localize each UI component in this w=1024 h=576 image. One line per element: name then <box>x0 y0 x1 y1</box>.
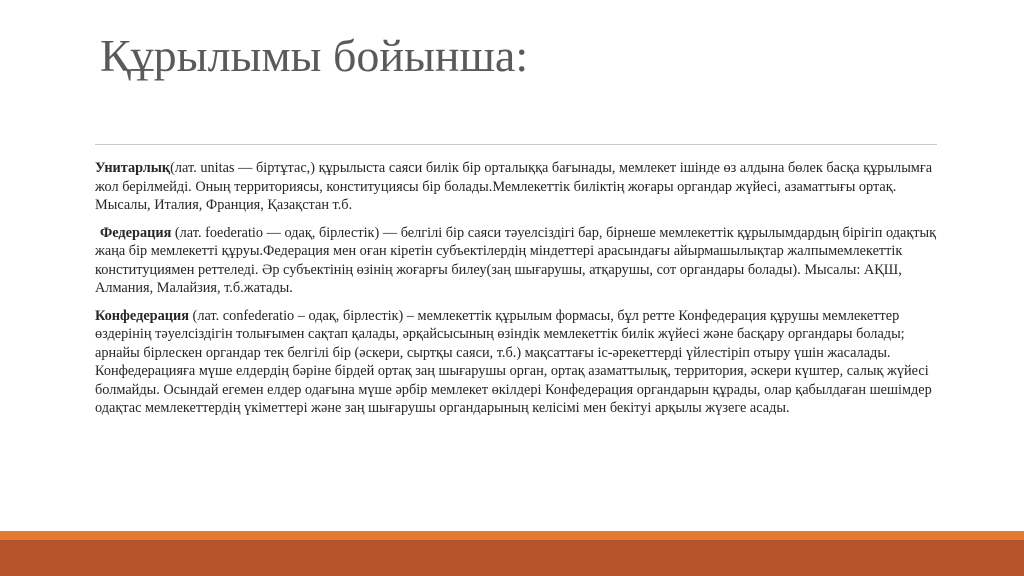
term-unitary: Унитарлық <box>95 160 171 176</box>
paragraph-confederation <box>95 307 940 418</box>
slide-body <box>95 159 940 427</box>
footer-band <box>0 540 1024 576</box>
definition-unitary: (лат. unitas — біртұтас,) құрылыста саяси билік бір орталыққа бағынады, мемлекет ішінде өз алдына бөлек басқа құрылымға жол берілмейді. Оның территориясы, конституциясы бір болады.Мемлекеттік биліктің жоғары органдар жүйесі, азаматтығы ортақ. Мысалы, Италия, Франция, Қазақстан т.б. <box>95 160 933 213</box>
slide-title: Құрылымы бойынша: <box>100 30 529 81</box>
footer-accent-stripe <box>0 531 1024 540</box>
definition-confederation: (лат. confederatio – одақ, бірлестік) – мемлекеттік құрылым формасы, бұл ретте Конфедерация құрушы мемлекеттер өздерінің тәуелсіздігін толығымен сақтап қалады, әрқайсысының өзіндік мемлекеттік билік жүйесі және басқару органдары болады; арнайы бірлескен органдар тек белгілі бір (әскери, сыртқы саяси, т.б.) мақсаттағы іс-әрекеттерді үйлестіріп отыру үшін жасалады. Конфедерацияға мүше елдердің бәріне бірдей ортақ заң шығарушы орган, ортақ азаматтылық, территория, әскери күштер, салық жүйесі болмайды. Осындай егемен елдер одағына мүше әрбір мемлекет өкілдері Конфедерация органдарын құрады, олар қабылдаған шешімдер одақтас мемлекеттердің үкіметтері және заң шығарушы органдарының келісімі мен бекітуі арқылы жүзеге асады. <box>95 307 932 416</box>
title-divider <box>95 144 937 145</box>
paragraph-unitary <box>95 159 940 215</box>
term-federation: Федерация <box>100 224 172 241</box>
definition-federation: (лат. foederatio — одақ, бірлестік) — белгілі бір саяси тәуелсіздігі бар, бірнеше мемлекеттік құрылымдардың бірігіп одақтық жаңа бір мемлекетті құруы.Федерация мен оған кіретін субъектілердің міндеттері арасындағы айырмашылықтар жалпымемлекеттік конституциямен реттеледі. Әр субъектінің өзінің жоғарғы билеу(заң шығарушы, атқарушы, сот органдары болады). Мысалы: АҚШ, Алмания, Малайзия, т.б.жатады. <box>95 224 937 296</box>
paragraph-federation <box>95 224 940 298</box>
term-confederation: Конфедерация <box>95 307 189 324</box>
